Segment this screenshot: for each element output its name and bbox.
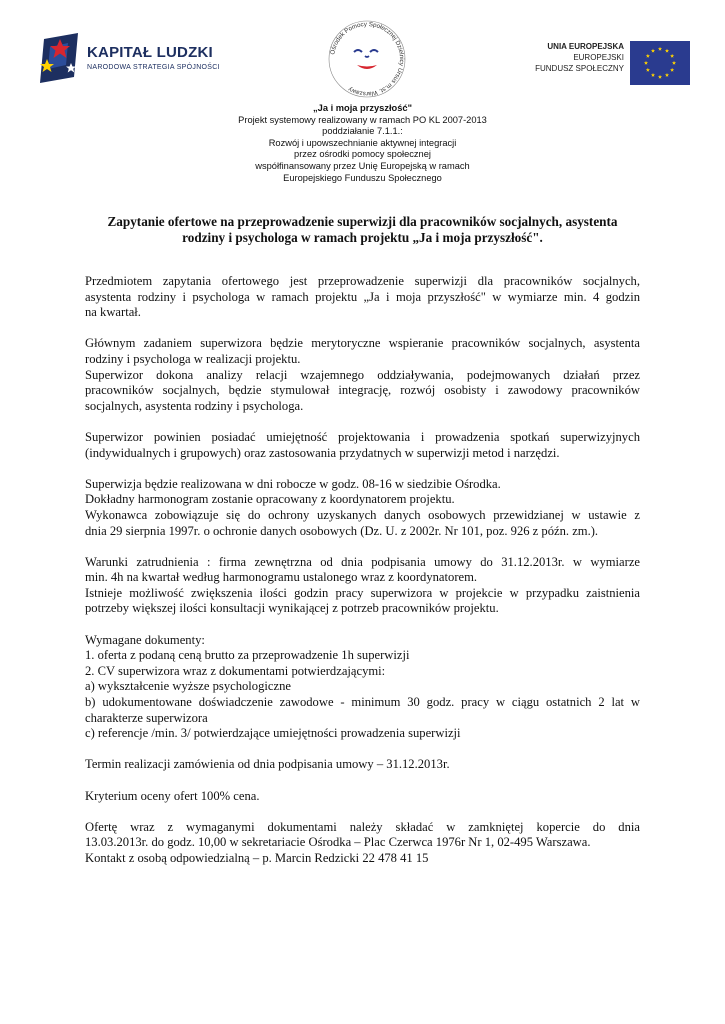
text-line: asystenta rodziny i psychologa w ramach projektu „Ja i moja przyszłość" w wymiarze min. 4 godzin (85, 289, 640, 304)
kapital-ludzki-emblem-icon (38, 33, 82, 83)
paragraph-deadline (85, 757, 640, 773)
project-info-line: Projekt systemowy realizowany w ramach PO KL 2007-2013 (238, 114, 487, 125)
project-info-line: współfinansowany przez Unię Europejską w ramach (255, 160, 470, 171)
text-line: Wymagane dokumenty: (85, 632, 205, 647)
face-eye-icon (365, 56, 369, 57)
paragraph-employment-conditions (85, 555, 640, 617)
ops-ursus-logo (326, 18, 408, 100)
text-line: 1. oferta z podaną ceną brutto za przeprowadzenie 1h superwizji (85, 648, 410, 663)
text-line: na kwartał. (85, 305, 141, 320)
face-eyebrow-left-icon (354, 50, 362, 52)
text-line: Ofertę wraz z wymaganymi dokumentami należy składać w zamkniętej kopercie do dnia (85, 819, 640, 834)
project-info-line: przez ośrodki pomocy społecznej (294, 149, 431, 160)
kapital-ludzki-subtitle: NARODOWA STRATEGIA SPÓJNOŚCI (87, 64, 220, 71)
text-line: Dokładny harmonogram zostanie opracowany z koordynatorem projektu. (85, 492, 455, 507)
text-line: Głównym zadaniem superwizora będzie merytoryczne wspieranie pracowników socjalnych, asystenta (85, 336, 640, 351)
text-line: a) wykształcenie wyższe psychologiczne (85, 679, 291, 694)
text-line: Istnieje możliwość zwiększenia ilości godzin pracy superwizora w projekcie w przypadku zaistnienia (85, 585, 640, 600)
text-line: Warunki zatrudnienia : firma zewnętrzna od dnia podpisania umowy do 31.12.2013r. w wymiarze (85, 554, 640, 569)
text-line: Kryterium oceny ofert 100% cena. (85, 788, 260, 803)
document-title-line1: Zapytanie ofertowe na przeprowadzenie superwizji dla pracowników socjalnych, asystenta (107, 214, 618, 229)
paragraph-requirements-skills (85, 430, 640, 461)
text-line: 13.03.2013r. do godz. 10,00 w sekretariacie Ośrodka – Plac Czerwca 1976r Nr 1, 02-495 Warszawa. (85, 835, 591, 850)
kapital-ludzki-title: KAPITAŁ LUDZKI (87, 44, 213, 61)
text-line: pracowników socjalnych, będzie stymulował integrację, rozwój osobisty i zawodowy pracowników (85, 383, 640, 398)
text-line: rodziny i psychologa w realizacji projektu. (85, 351, 301, 366)
paragraph-subject (85, 274, 640, 321)
text-line: Wykonawca zobowiązuje się do ochrony uzyskanych danych osobowych przewidzianej w ustawie z (85, 507, 640, 522)
project-info (0, 103, 725, 184)
text-line: c) referencje /min. 3/ potwierdzające umiejętności prowadzenia superwizji (85, 726, 461, 741)
text-line: socjalnych, asystenta rodziny i psychologa. (85, 398, 304, 413)
document-body (85, 274, 640, 882)
paragraph-main-task (85, 336, 640, 414)
paragraph-criterion (85, 789, 640, 805)
eu-logo-line1: UNIA EUROPEJSKA (547, 42, 624, 51)
text-line: Superwizor powinien posiadać umiejętność projektowania i prowadzenia spotkań superwizyjnych (85, 429, 640, 444)
ops-ring-text: Ośrodek Pomocy Społecznej Dzielnicy Ursus m.st. Warszawy (329, 20, 406, 98)
paragraph-required-documents (85, 633, 640, 742)
document-title (80, 214, 645, 246)
text-line: 2. CV superwizora wraz z dokumentami potwierdzającymi: (85, 663, 386, 678)
text-line: (indywidualnych i grupowych) oraz zastosowania przydatnych w superwizji metod i narzędzi. (85, 445, 560, 460)
kapital-ludzki-logo (38, 33, 238, 83)
text-line: min. 4h na kwartał według harmonogramu ustalonego wraz z koordynatorem. (85, 570, 478, 585)
page-header (0, 0, 725, 105)
project-info-line: „Ja i moja przyszłość" (313, 103, 412, 113)
text-line: b) udokumentowane doświadczenie zawodowe - minimum 30 godz. pracy w ciągu ostatnich 2 lat w (85, 695, 640, 710)
project-info-line: Rozwój i upowszechnianie aktywnej integracji (268, 137, 457, 148)
eu-logo-line3: FUNDUSZ SPOŁECZNY (535, 64, 624, 73)
text-line: charakterze superwizora (85, 710, 208, 725)
text-line: dnia 29 sierpnia 1997r. o ochronie danych osobowych (Dz. U. z 2002r. Nr 101, poz. 926 z późn. zm.). (85, 523, 599, 538)
text-line: Termin realizacji zamówienia od dnia podpisania umowy – 31.12.2013r. (85, 757, 450, 772)
text-line: Superwizor dokona analizy relacji wzajemnego oddziaływania, podejmowanych działań przez (85, 367, 640, 382)
text-line: Superwizja będzie realizowana w dni robocze w godz. 08-16 w siedzibie Ośrodka. (85, 476, 501, 491)
project-info-line: Europejskiego Funduszu Społecznego (283, 172, 442, 183)
paragraph-schedule (85, 477, 640, 539)
text-line: potrzeby większej ilości konsultacji wynikającej z potrzeb pracowników projektu. (85, 601, 499, 616)
eu-logo-line2: EUROPEJSKI (573, 53, 624, 62)
text-line: Przedmiotem zapytania ofertowego jest przeprowadzenie superwizji dla pracowników socjalnych, (85, 274, 640, 288)
eu-flag-icon (630, 41, 690, 85)
paragraph-submission (85, 820, 640, 867)
text-line: Kontakt z osobą odpowiedzialną – p. Marcin Redzicki 22 478 41 15 (85, 850, 429, 865)
document-title-line2: rodziny i psychologa w ramach projektu „Ja i moja przyszłość". (182, 230, 543, 245)
eu-logo (510, 41, 690, 87)
face-smile-icon (357, 65, 377, 69)
face-eyebrow-right-icon (370, 50, 378, 52)
project-info-line: poddziałanie 7.1.1.: (322, 126, 403, 137)
eu-logo-text (535, 41, 624, 74)
